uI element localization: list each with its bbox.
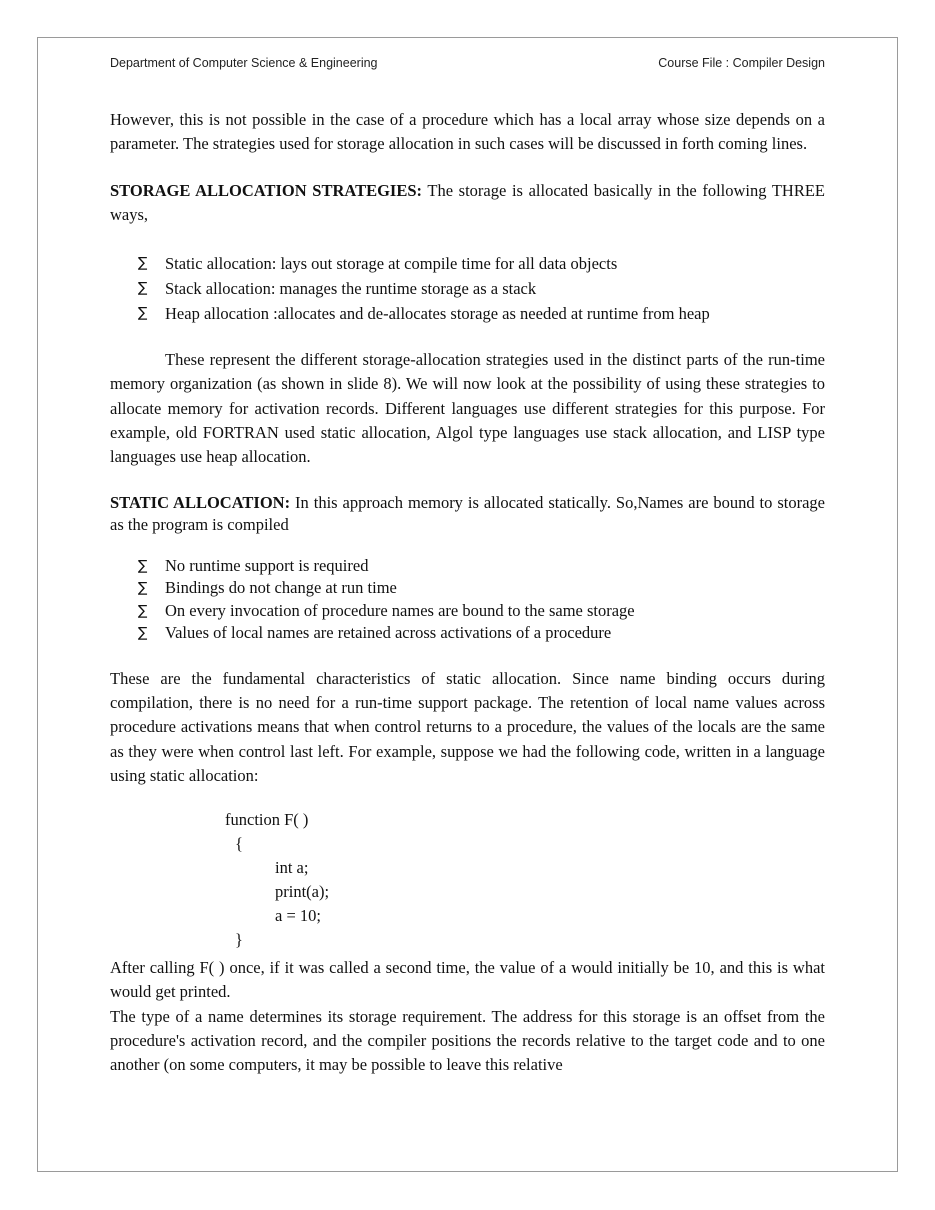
header-department: Department of Computer Science & Engineering — [110, 56, 378, 70]
sigma-bullet-icon: ∑ — [138, 280, 148, 297]
code-block — [110, 808, 825, 956]
list-item: ∑ Stack allocation: manages the runtime storage as a stack — [138, 276, 825, 301]
code-line: a = 10; — [275, 906, 321, 926]
strategy-list — [110, 251, 825, 326]
strategies-text: The storage is allocated basically in the following THREE ways, — [110, 180, 825, 224]
sigma-bullet-icon: ∑ — [138, 625, 148, 642]
static-allocation-paragraph — [110, 492, 825, 536]
sigma-bullet-icon: ∑ — [138, 305, 148, 322]
list-item: ∑ Bindings do not change at run time — [138, 577, 825, 600]
intro-paragraph: However, this is not possible in the case of a procedure which has a local array whose size depends on a parameter. The strategies used for storage allocation in such cases will be discussed in forth coming lines. — [110, 110, 825, 154]
list-item: ∑ Values of local names are retained across activations of a procedure — [138, 622, 825, 645]
after-call-paragraph: After calling F( ) once, if it was called a second time, the value of a would initially be 10, and this is what would get printed. — [110, 958, 825, 1002]
header-course-file: Course File : Compiler Design — [658, 56, 825, 70]
list-item: ∑ No runtime support is required — [138, 555, 825, 578]
fundamental-paragraph: These are the fundamental characteristics of static allocation. Since name binding occurs during compilation, there is no need for a run-time support package. The retention of local name values across procedure activations means that when control returns to a procedure, the values of the locals are the same as they were when control last left. For example, suppose we had the following code, written in a language using static allocation: — [110, 668, 825, 785]
list-item: ∑ On every invocation of procedure names are bound to the same storage — [138, 600, 825, 623]
sigma-bullet-icon: ∑ — [138, 557, 148, 574]
code-line: } — [235, 930, 243, 950]
represent-paragraph: These represent the different storage-allocation strategies used in the distinct parts of the run-time memory organization (as shown in slide 8). We will now look at the possibility of using these strategies to allocate memory for activation records. Different languages use different strategies for this purpose. For example, old FORTRAN used static allocation, Algol type languages use stack allocation, and LISP type languages use heap allocation. — [110, 350, 825, 467]
document-body — [110, 108, 825, 1078]
code-line: { — [235, 834, 243, 854]
strategies-paragraph — [110, 179, 825, 228]
sigma-bullet-icon: ∑ — [138, 255, 148, 272]
sigma-bullet-icon: ∑ — [138, 602, 148, 619]
code-line: int a; — [275, 858, 309, 878]
type-name-paragraph: The type of a name determines its storage requirement. The address for this storage is an offset from the procedure's activation record, and the compiler positions the records relative to the target code and to one another (on some computers, it may be possible to leave this relative — [110, 1006, 825, 1075]
strategies-heading: STORAGE ALLOCATION STRATEGIES: — [110, 180, 423, 200]
code-line: print(a); — [275, 882, 330, 902]
code-line: function F( ) — [225, 810, 309, 830]
list-item: ∑ Static allocation: lays out storage at compile time for all data objects — [138, 251, 825, 276]
sigma-bullet-icon: ∑ — [138, 580, 148, 597]
static-heading: STATIC ALLOCATION: — [110, 492, 291, 512]
static-text: In this approach memory is allocated statically. So,Names are bound to storage as the program is compiled — [110, 492, 825, 534]
list-item: ∑ Heap allocation :allocates and de-allocates storage as needed at runtime from heap — [138, 301, 825, 326]
static-list — [110, 555, 825, 645]
